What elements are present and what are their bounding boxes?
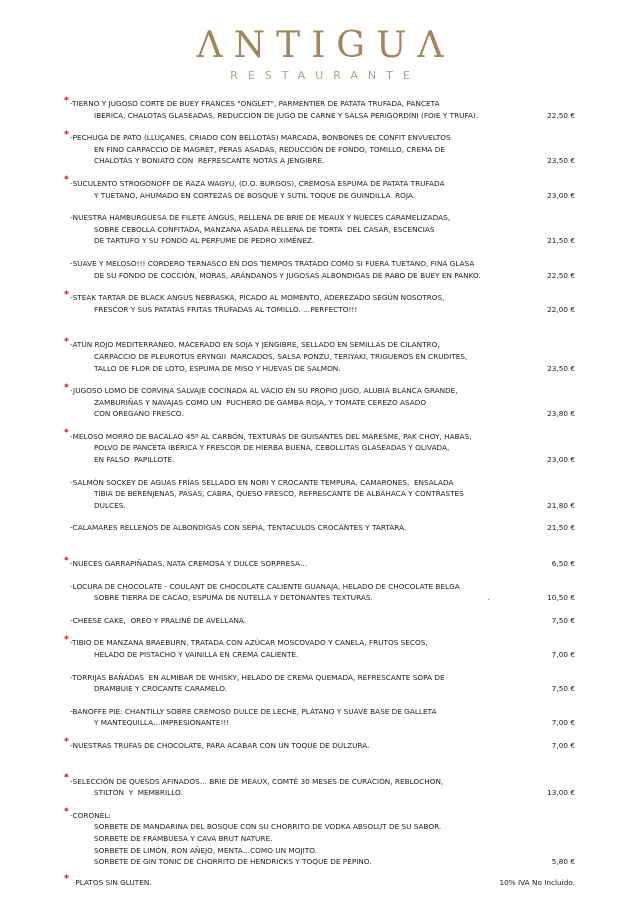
- menu-item: [64, 477, 575, 512]
- item-price: 7,00 €: [551, 718, 575, 728]
- menu-item: [64, 175, 575, 201]
- menu-item-line: [64, 737, 575, 752]
- gluten-star-icon: *: [64, 737, 69, 748]
- menu-body: [64, 95, 575, 868]
- menu-item-line: [64, 155, 575, 167]
- item-text: DRAMBUIE Y CROCANTE CARAMELO.: [94, 684, 228, 694]
- menu-item-line: [64, 224, 575, 236]
- menu-section-quesos-y-coronel: [64, 773, 575, 868]
- menu-item-line: [64, 442, 575, 454]
- menu-item-line: [64, 477, 575, 489]
- tax-note: 10% IVA No Incluido.: [499, 877, 575, 887]
- menu-item-line: [64, 683, 575, 695]
- menu-item-line: [64, 773, 575, 788]
- menu-item-line: [64, 351, 575, 363]
- gluten-star-icon: *: [64, 382, 69, 393]
- menu-item-line: [64, 175, 575, 190]
- item-text: SOBRE CEBOLLA CONFITADA, MANZANA ASADA RELLENA DE TORTA DEL CASAR, ESCENCIAS: [94, 224, 435, 234]
- menu-item-line: [64, 717, 575, 729]
- gluten-star-icon: *: [64, 428, 69, 439]
- item-price: 23,50 €: [547, 156, 575, 166]
- menu-item-line: [64, 615, 575, 627]
- gluten-star-icon: *: [64, 129, 69, 140]
- menu-item: [64, 258, 575, 281]
- menu-item: [64, 522, 575, 534]
- menu-section-carnes: [64, 95, 575, 315]
- item-text: -TIBIO DE MANZANA BRAEBURN, TRATADA CON AZÚCAR MOSCOVADO Y CANELA, FRUTOS SECOS,: [70, 638, 428, 648]
- menu-item: [64, 212, 575, 247]
- item-text: -LOCURA DE CHOCOLATE - COULANT DE CHOCOLATE CALIENTE GUANAJA, HELADO DE CHOCOLATE BELGA: [70, 581, 460, 591]
- item-price: 22,50 €: [547, 270, 575, 280]
- menu-item-line: [64, 289, 575, 304]
- menu-item-line: [64, 500, 575, 512]
- menu-item: [64, 95, 575, 121]
- menu-item: [64, 706, 575, 729]
- item-price: 23,00 €: [547, 455, 575, 465]
- menu-item-line: [64, 144, 575, 156]
- menu-item-line: [64, 190, 575, 202]
- menu-item-line: [64, 382, 575, 397]
- item-text: -JUGOSO LOMO DE CORVINA SALVAJE COCINADA AL VACIO EN SU PROPIO JUGO, ALUBIA BLANCA GRANDE,: [70, 386, 458, 396]
- item-text: TALLO DE FLOR DE LOTO, ESPUMA DE MISO Y HUEVAS DE SALMON.: [94, 363, 341, 373]
- item-price: 13,00 €: [547, 788, 575, 798]
- item-price: 7,50 €: [551, 615, 575, 625]
- menu-item-line: [64, 821, 575, 833]
- item-text: -NUESTRAS TRUFAS DE CHOCOLATE, PARA ACABAR CON UN TOQUE DE DULZURA.: [70, 740, 370, 750]
- item-price: 21,50 €: [547, 523, 575, 533]
- item-text: STILTON Y MEMBRILLO.: [94, 788, 183, 798]
- menu-item: [64, 382, 575, 420]
- menu-item: [64, 773, 575, 799]
- menu-item-line: [64, 845, 575, 857]
- menu-item: [64, 672, 575, 695]
- gluten-star-icon: *: [64, 874, 69, 885]
- item-text: DE TARTUFO Y SU FONDO AL PERFUME DE PEDRO XIMÉNEZ.: [94, 236, 315, 246]
- item-text: -STEAK TARTAR DE BLACK ANGUS NEBRASKA, PICADO AL MOMENTO, ADEREZADO SEGÚN NOSOTROS,: [70, 293, 445, 303]
- gluten-star-icon: *: [64, 95, 69, 106]
- item-price: 6,50 €: [551, 559, 575, 569]
- menu-item-line: [64, 129, 575, 144]
- item-text: HELADO DE PISTACHO Y VAINILLA EN CREMA CALIENTE.: [94, 650, 299, 659]
- menu-item: [64, 737, 575, 752]
- item-price: 22,00 €: [547, 304, 575, 314]
- menu-item-line: [64, 258, 575, 270]
- menu-item: [64, 807, 575, 868]
- item-text: ZAMBURIÑAS Y NAVAJAS COMO UN PUCHERO DE GAMBA ROJA, Y TOMATE CEREZO ASADO: [94, 397, 427, 407]
- menu-item-line: [64, 672, 575, 684]
- item-text: -SUCULENTO STROGONOFF DE RAZA WAGYU, (D.O. BURGOS), CREMOSA ESPUMA DE PATATA TRUFADA: [70, 178, 445, 188]
- menu-item-line: [64, 856, 575, 868]
- menu-item-line: [64, 787, 575, 799]
- menu-footer: [64, 874, 575, 889]
- item-text: -TIERNO Y JUGOSO CORTE DE BUEY FRANCES "ONGLET", PARMENTIER DE PATATA TRUFADA, PANCETA: [70, 99, 440, 108]
- item-price: 5,80 €: [551, 857, 575, 867]
- gluten-star-icon: *: [64, 807, 69, 818]
- item-text: CARPACCIO DE PLEUROTUS ERYNGII MARCADOS, SALSA PONZU, TERIYAKI, TRIGUEROS EN CRUDITES,: [94, 351, 468, 361]
- item-price: 23,50 €: [547, 363, 575, 373]
- menu-item-line: [64, 95, 575, 110]
- menu-item-line: [64, 634, 575, 649]
- menu-item: [64, 615, 575, 627]
- item-price: 7,00 €: [551, 740, 575, 750]
- item-text: -NUESTRA HAMBURGUESA DE FILETE ANGUS, RELLENA DE BRIE DE MEAUX Y NUECES CARAMELIZADAS,: [70, 213, 451, 223]
- item-price: 10,50 €: [547, 593, 575, 603]
- item-text: -CALAMARES RELLENOS DE ALBONDIGAS CON SEPIA, TENTACULOS CROCANTES Y TARTARA.: [70, 523, 407, 533]
- item-text: -NUECES GARRAPIÑADAS, NATA CREMOSA Y DULCE SORPRESA…: [70, 559, 308, 569]
- item-text: -SELECCIÓN DE QUESOS AFINADOS… BRIE DE MEAUX, COMTÉ 30 MESES DE CURACIÓN, REBLOCHON,: [70, 776, 444, 786]
- menu-item-line: [64, 363, 575, 375]
- item-price: 21,80 €: [547, 500, 575, 510]
- stray-dot: .: [487, 593, 490, 603]
- menu-item-line: [64, 397, 575, 409]
- menu-item-line: [64, 592, 575, 604]
- item-text: -SUAVE Y MELOSO!!! CORDERO TERNASCO EN DOS TIEMPOS TRATADO COMO SI FUERA TUETANO, FINA GLASA: [70, 258, 475, 268]
- menu-item: [64, 289, 575, 315]
- item-text: SOBRE TIERRA DE CACAO, ESPUMA DE NUTELLA Y DETONANTES TEXTURAS.: [94, 593, 373, 603]
- menu-item: [64, 634, 575, 660]
- menu-item: [64, 428, 575, 466]
- item-text: SORBETE DE FRAMBUESA Y CAVA BRUT NATURE.: [94, 833, 273, 843]
- item-price: 23,00 €: [547, 190, 575, 200]
- menu-item-line: [64, 212, 575, 224]
- menu-item-line: [64, 454, 575, 466]
- item-text: -ATUN ROJO MEDITERRANEO, MACERADO EN SOJA Y JENGIBRE, SELLADO EN SEMILLAS DE CILANTRO,: [70, 340, 440, 350]
- item-text: -CHEESE CAKE, OREO Y PRALINÉ DE AVELLANA.: [70, 615, 247, 625]
- item-price: 22,50 €: [547, 110, 575, 120]
- menu-item-line: [64, 807, 575, 822]
- item-price: 23,80 €: [547, 409, 575, 419]
- item-text: -PECHUGA DE PATO (LLUÇANES, CRIADO CON BELLOTAS) MARCADA, BONBONES DE CONFIT ENVUELTOS: [70, 133, 451, 143]
- item-text: FRESCOR Y SUS PATATAS FRITAS TRUFADAS AL TOMILLO. …PERFECTO!!!: [94, 304, 358, 314]
- menu-item-line: [64, 488, 575, 500]
- item-text: SORBETE DE GIN TONIC DE CHORRITO DE HENDRICKS Y TOQUE DE PEPINO.: [94, 857, 372, 867]
- gluten-legend-text: PLATOS SIN GLUTEN.: [73, 877, 152, 887]
- gluten-star-icon: *: [64, 634, 69, 645]
- menu-item-line: [64, 110, 575, 122]
- item-text: SORBETE DE LIMÓN, RON AÑEJO, MENTA…COMO UN MOJITO.: [94, 845, 317, 855]
- item-text: EN FINO CARPACCIO DE MAGRET, PERAS ASADAS, REDUCCIÓN DE FONDO, TOMILLO, CREMA DE: [94, 144, 445, 154]
- item-text: -SALMÓN SOCKEY DE AGUAS FRÍAS SELLADO EN NORI Y CROCANTE TEMPURA, CAMARONES, ENSALADA: [70, 477, 454, 487]
- menu-item-line: [64, 270, 575, 282]
- menu-section-pescados: [64, 336, 575, 534]
- menu-item-line: [64, 428, 575, 443]
- menu-item-line: [64, 235, 575, 247]
- item-price: 21,50 €: [547, 236, 575, 246]
- item-text: IBERICA, CHALOTAS GLASEADAS, REDUCCION DE JUGO DE CARNE Y SALSA PERIGORDINI (FOIE Y TRUFA).: [94, 110, 479, 120]
- menu-item-line: [64, 522, 575, 534]
- item-text: -TORRIJAS BAÑADAS EN ALMIBAR DE WHISKY, HELADO DE CREMA QUEMADA, REFRESCANTE SOPA DE: [70, 672, 445, 682]
- menu-item-line: [64, 336, 575, 351]
- item-price: 7,50 €: [551, 684, 575, 694]
- item-text: CHALOTAS Y BONIATO CON REFRESCANTE NOTAS A JENGIBRE.: [94, 156, 325, 166]
- gluten-star-icon: *: [64, 175, 69, 186]
- menu-item-line: [64, 649, 575, 661]
- item-text: DE SU FONDO DE COCCIÓN, MORAS, ARÁNDANOS Y JUGOSAS ALBONDIGAS DE RABO DE BUEY EN PANKO.: [94, 270, 481, 280]
- menu-item: [64, 555, 575, 570]
- menu-item: [64, 581, 575, 604]
- item-text: -MELOSO MORRO DE BACALAO 45º AL CARBÓN, TEXTURAS DE GUISANTES DEL MARESME, PAK CHOY, HABAS,: [70, 431, 472, 441]
- menu-section-postres: [64, 555, 575, 752]
- item-text: EN FALSO PAPILLOTE.: [94, 455, 175, 465]
- item-price: 7,00 €: [551, 650, 575, 659]
- menu-item-line: [64, 833, 575, 845]
- gluten-star-icon: *: [64, 773, 69, 784]
- brand-title: ΛNTIGUΛ: [196, 25, 455, 66]
- gluten-star-icon: *: [64, 289, 69, 300]
- item-text: -CORONEL:: [70, 810, 111, 820]
- item-text: TIBIA DE BERENJENAS, PASAS, CABRA, QUESO FRESCO, REFRESCANTE DE ALBAHACA Y CONTRASTES: [94, 489, 464, 499]
- item-text: DULCES.: [94, 500, 126, 510]
- brand-header: [0, 0, 640, 82]
- menu-item-line: [64, 581, 575, 593]
- menu-item-line: [64, 304, 575, 316]
- item-text: -BANOFFE PIE: CHANTILLY SOBRE CREMOSO DULCE DE LECHE, PLÁTANO Y SUAVE BASE DE GALLETA: [70, 706, 437, 716]
- item-text: Y MANTEQUILLA…IMPRESIONANTE!!!: [94, 718, 230, 728]
- menu-item-line: [64, 408, 575, 420]
- gluten-star-icon: *: [64, 336, 69, 347]
- menu-item-line: [64, 706, 575, 718]
- menu-item: [64, 336, 575, 374]
- item-text: POLVO DE PANCETA IBÉRICA Y FRESCOR DE HIERBA BUENA, CEBOLLITAS GLASEADAS Y OLIVADA,: [94, 443, 450, 453]
- item-text: CON OREGANO FRESCO.: [94, 409, 184, 419]
- gluten-legend: [64, 874, 152, 889]
- item-text: Y TUÉTANO, AHUMADO EN CORTEZAS DE BOSQUE Y SUTIL TOQUE DE GUINDILLA ROJA.: [94, 190, 416, 200]
- menu-item: [64, 129, 575, 167]
- item-text: SORBETE DE MANDARINA DEL BOSQUE CON SU CHORRITO DE VODKA ABSOLUT DE SU SABOR.: [94, 822, 442, 832]
- brand-subtitle: RESTAURANTE: [230, 69, 420, 82]
- menu-item-line: [64, 555, 575, 570]
- gluten-star-icon: *: [64, 555, 69, 566]
